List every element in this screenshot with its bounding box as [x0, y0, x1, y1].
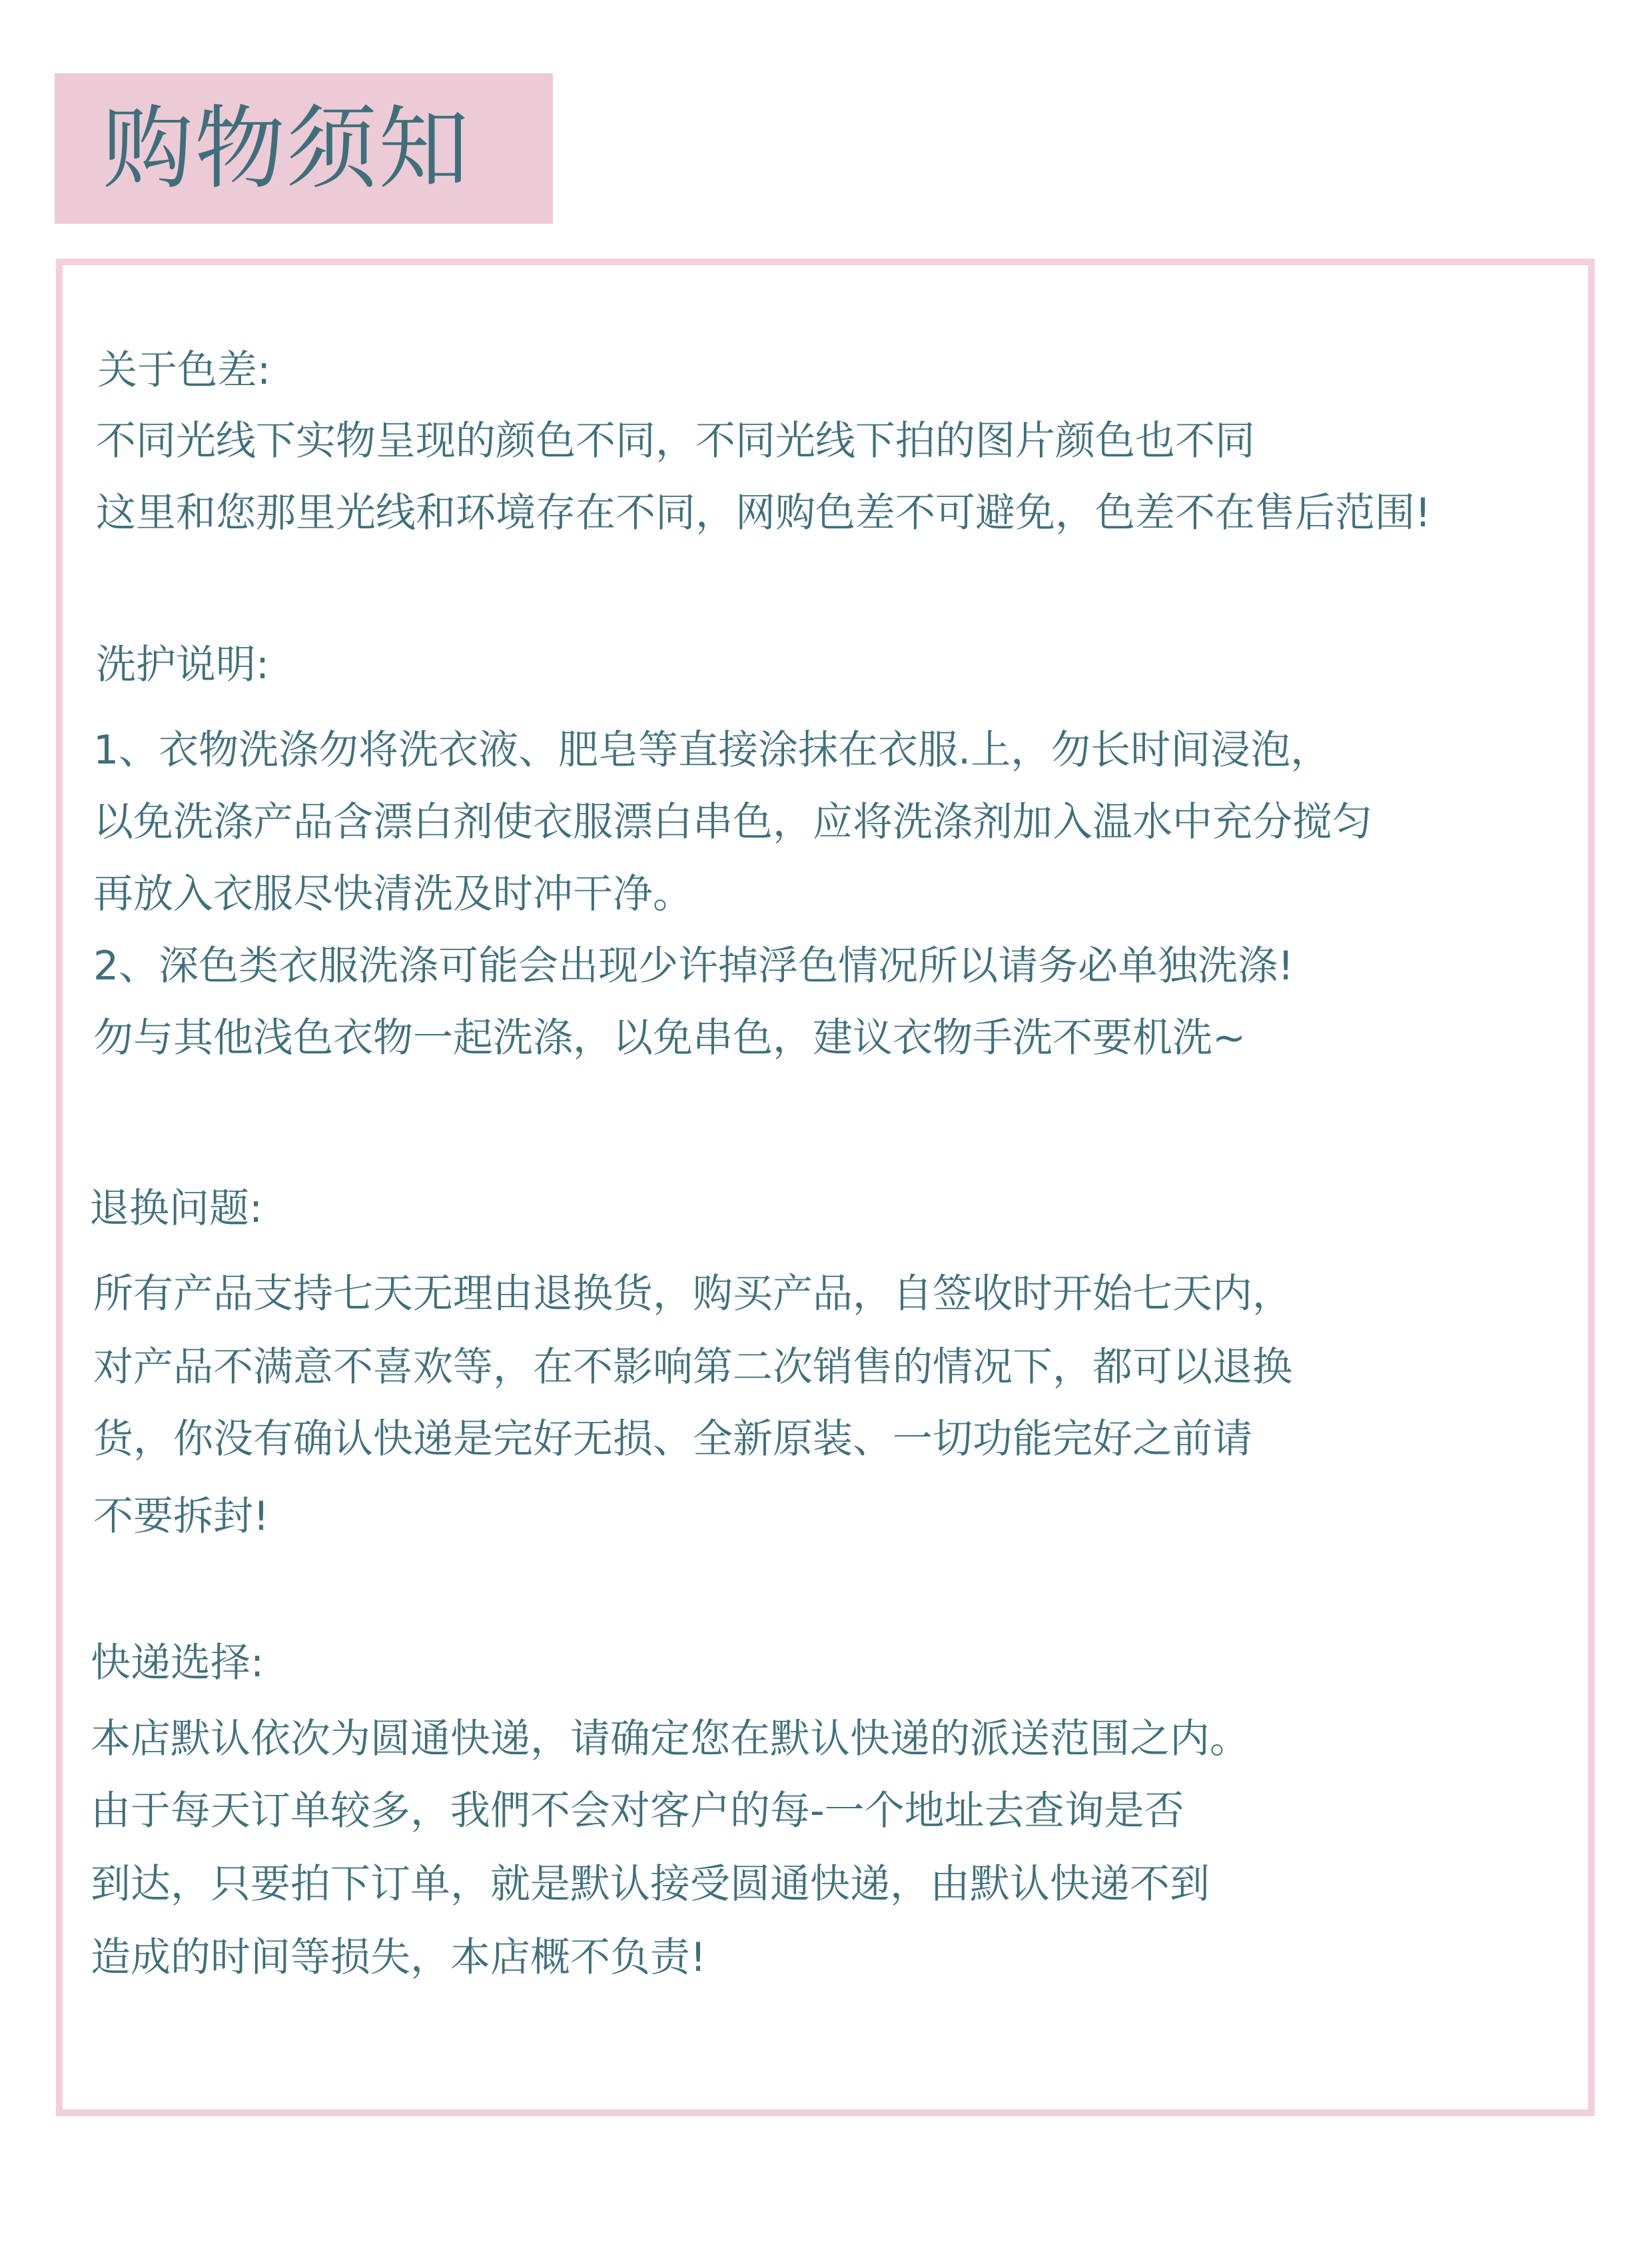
- section-heading-shipping: 快递选择:: [91, 1640, 264, 1686]
- shipping-line: 造成的时间等损失，本店概不负责!: [91, 1934, 707, 1981]
- washing-line: 勿与其他浅色衣物一起洗涤，以免串色，建议衣物手洗不要机洗~: [93, 1015, 1246, 1061]
- shipping-line: 本店默认依次为圆通快递，请确定您在默认快递的派送范围之内。: [91, 1716, 1250, 1762]
- color-difference-line: 不同光线下实物呈现的颜色不同，不同光线下拍的图片颜色也不同: [96, 418, 1255, 464]
- page-title: 购物须知: [103, 97, 470, 202]
- title-banner: [55, 73, 553, 224]
- washing-line: 2、深色类衣服洗涤可能会出现少许掉浮色情况所以请务必单独洗涤!: [93, 943, 1294, 989]
- washing-line: 1、衣物洗涤勿将洗衣液、肥皂等直接涂抹在衣服.上，勿长时间浸泡，: [93, 727, 1331, 774]
- section-heading-color-difference: 关于色差:: [97, 347, 271, 394]
- color-difference-line: 这里和您那里光线和环境存在不同，网购色差不可避免，色差不在售后范围!: [96, 490, 1432, 536]
- section-heading-washing: 洗护说明:: [96, 642, 270, 688]
- returns-line: 所有产品支持七天无理由退换货，购买产品，自签收时开始七天内，: [93, 1271, 1292, 1317]
- notice-frame: [56, 259, 1595, 2116]
- returns-line: 货，你没有确认快递是完好无损、全新原装、一切功能完好之前请: [93, 1416, 1252, 1462]
- section-heading-returns: 退换问题:: [89, 1185, 263, 1232]
- washing-line: 以免洗涤产品含漂白剂使衣服漂白串色，应将洗涤剂加入温水中充分搅匀: [93, 799, 1372, 846]
- shipping-line: 到达，只要拍下订单，就是默认接受圆通快递，由默认快递不到: [91, 1861, 1210, 1908]
- returns-line: 不要拆封!: [93, 1493, 270, 1540]
- returns-line: 对产品不满意不喜欢等，在不影响第二次销售的情况下，都可以退换: [93, 1344, 1292, 1391]
- shipping-line: 由于每天订单较多，我們不会对客户的每-一个地址去查询是否: [91, 1788, 1184, 1834]
- washing-line: 再放入衣服尽快清洗及时冲干净。: [93, 871, 693, 917]
